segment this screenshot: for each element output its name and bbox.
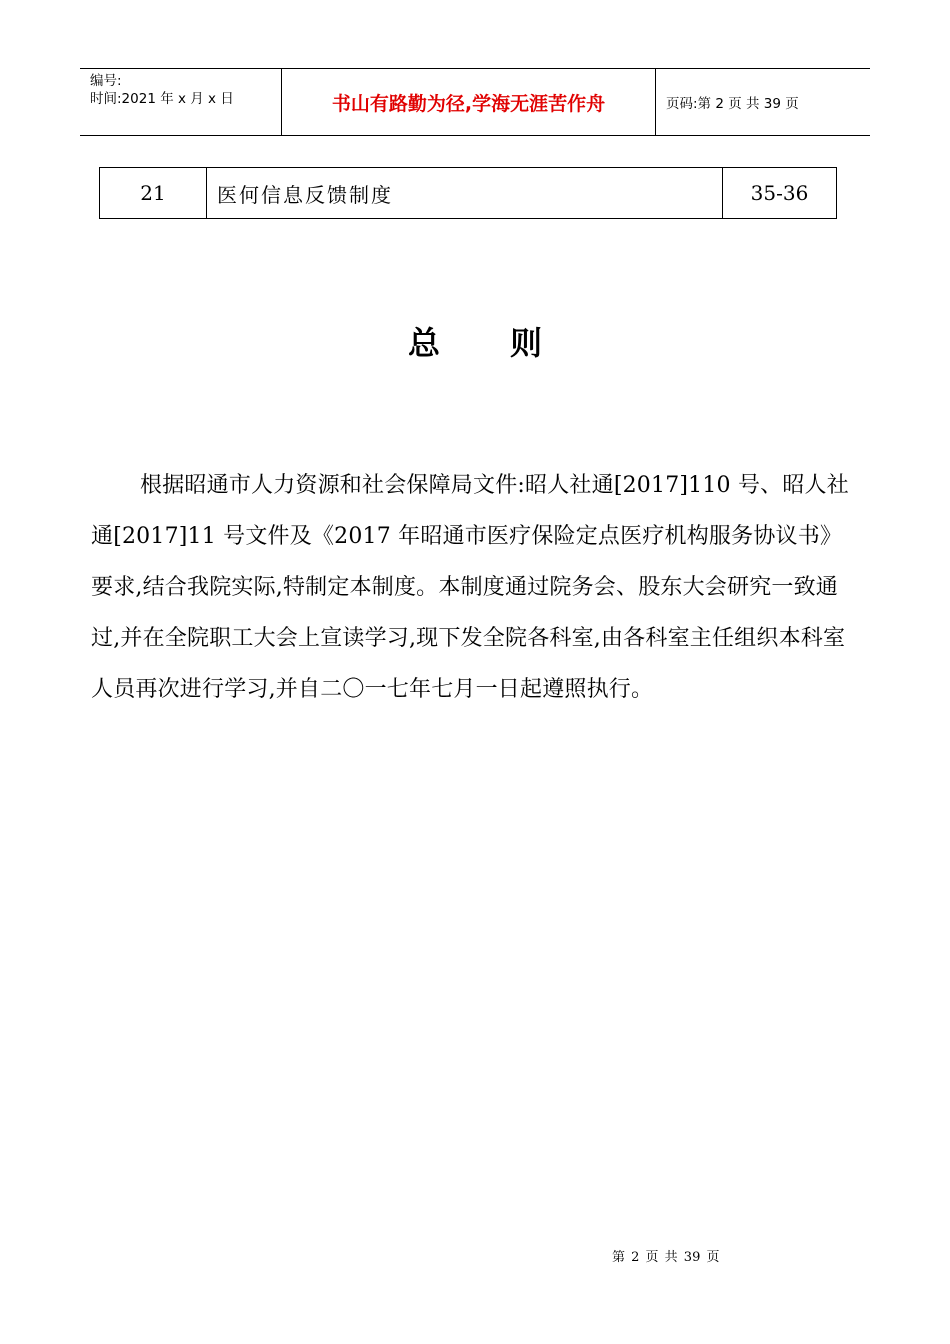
toc-table xyxy=(99,167,837,219)
page-footer: 第 2 页 共 39 页 xyxy=(612,1250,720,1265)
toc-number: 21 xyxy=(100,168,207,219)
header-motto: 书山有路勤为径,学海无涯苦作舟 xyxy=(282,69,656,135)
header-page-info: 页码:第 2 页 共 39 页 xyxy=(666,96,799,112)
toc-pages: 35-36 xyxy=(723,168,837,219)
body-paragraph: 根据昭通市人力资源和社会保障局文件:昭人社通[2017]110 号、昭人社通[2017]11 号文件及《2017 年昭通市医疗保险定点医疗机构服务协议书》要求,结合我院实际,特制定本制度。本制度通过院务会、股东大会研究一致通过,并在全院职工大会上宣读学习,现下发全院各科室,由各科室主任组织本科室人员再次进行学习,并自二〇一七年七月一日起遵照执行。 xyxy=(91,473,849,702)
page-header xyxy=(80,68,870,136)
document-number-label: 编号: xyxy=(90,73,122,89)
section-title: 总则 xyxy=(407,324,612,362)
table-row xyxy=(100,168,837,219)
document-date-label: 时间:2021 年 x 月 x 日 xyxy=(90,91,234,107)
toc-title: 医何信息反馈制度 xyxy=(207,168,723,219)
header-meta xyxy=(80,69,282,135)
